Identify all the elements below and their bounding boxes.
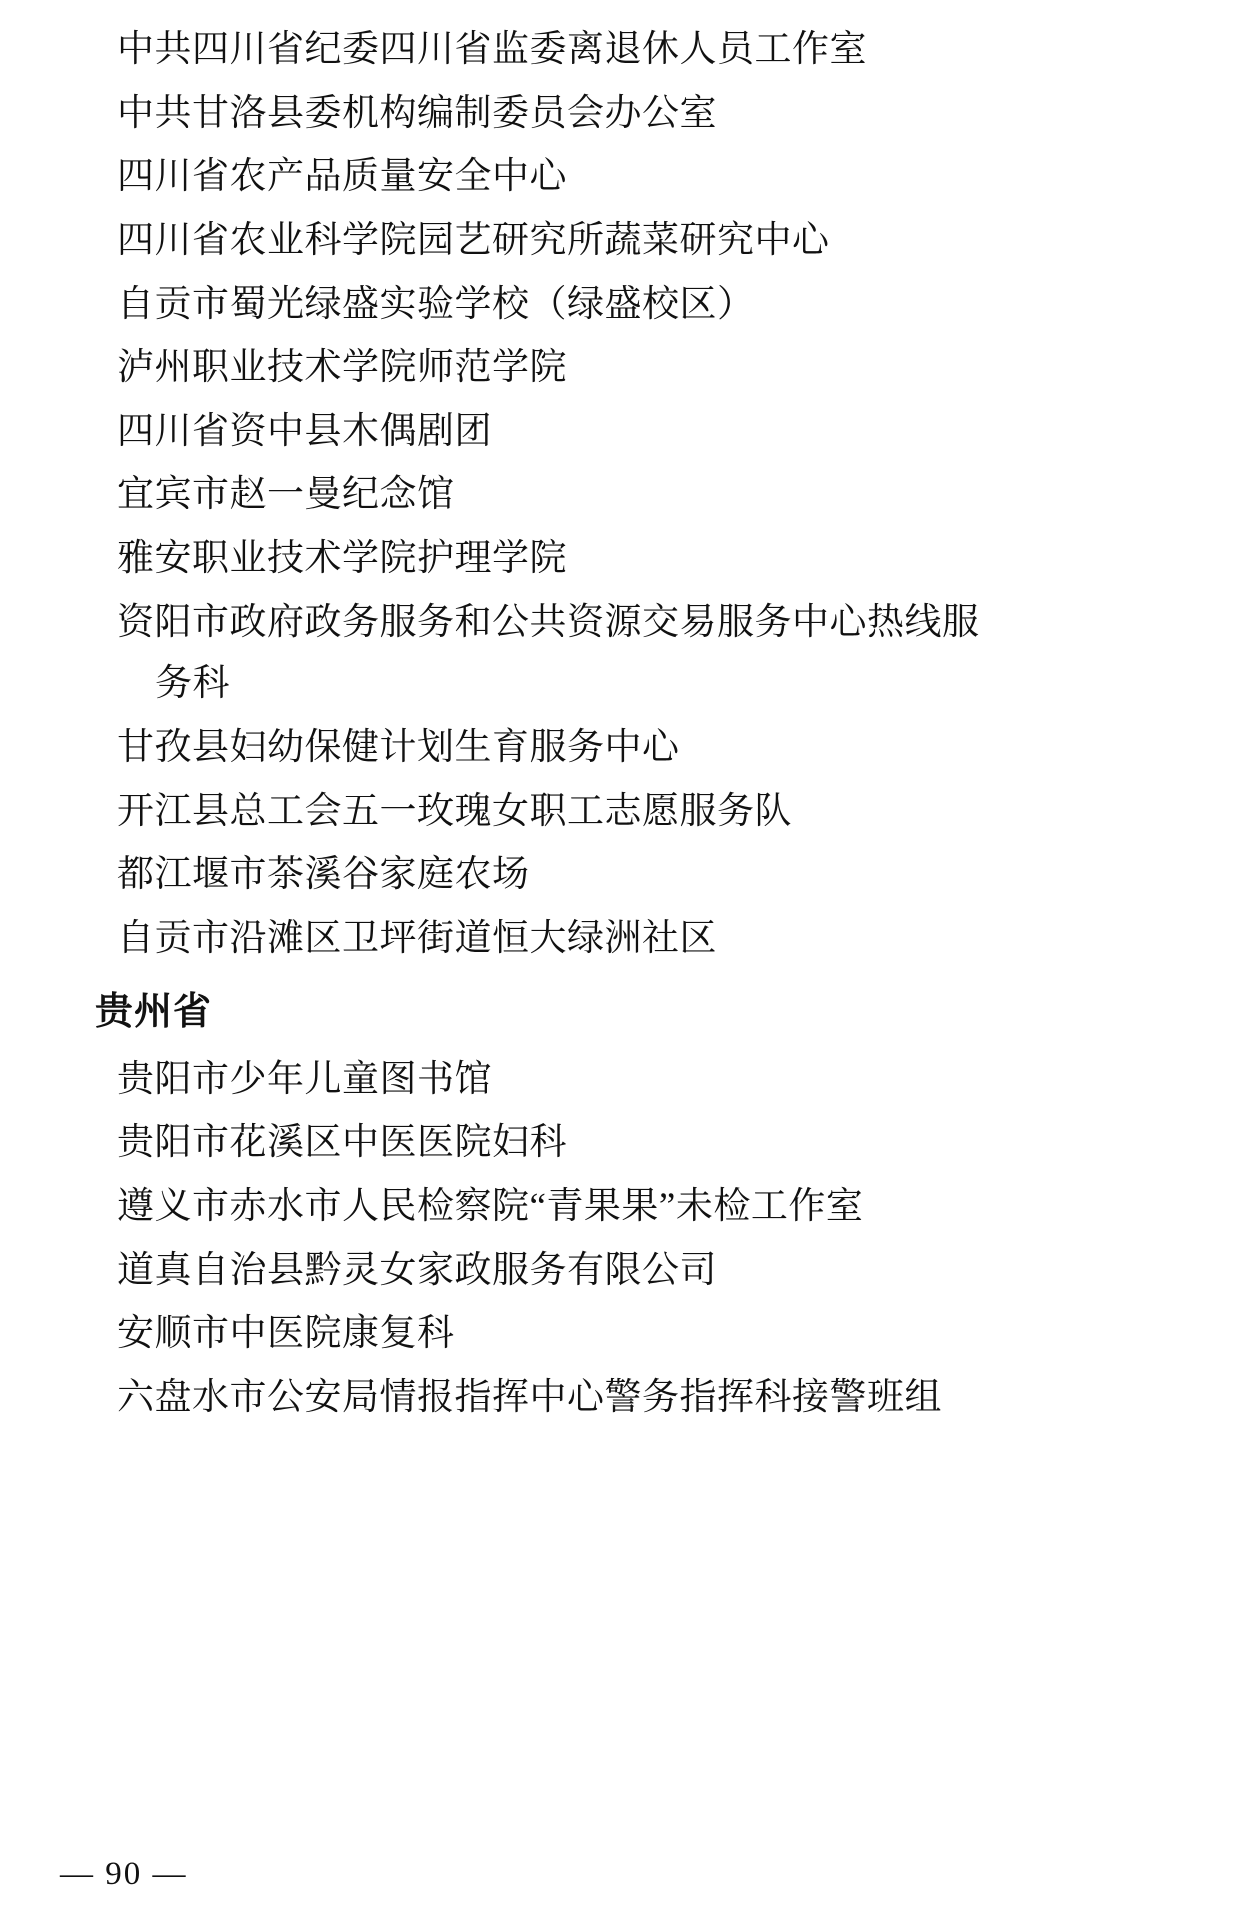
list-item: 贵阳市花溪区中医医院妇科 bbox=[117, 1122, 567, 1164]
list-item: 遵义市赤水市人民检察院“青果果”未检工作室 bbox=[117, 1185, 864, 1227]
list-block-guizhou bbox=[95, 1048, 1147, 1430]
list-item: 四川省农业科学院园艺研究所蔬菜研究中心 bbox=[117, 219, 830, 261]
list-item: 四川省资中县木偶剧团 bbox=[117, 410, 492, 452]
list-item: 甘孜县妇幼保健计划生育服务中心 bbox=[117, 726, 680, 768]
list-item: 都江堰市茶溪谷家庭农场 bbox=[117, 854, 530, 896]
list-block-sichuan-wrapped bbox=[95, 591, 1147, 716]
list-item: 六盘水市公安局情报指挥中心警务指挥科接警班组 bbox=[117, 1376, 942, 1418]
page-number: — 90 — bbox=[60, 1856, 188, 1892]
list-item: 四川省农产品质量安全中心 bbox=[117, 156, 567, 198]
section-heading-guizhou: 贵州省 bbox=[95, 991, 213, 1034]
list-block-sichuan-part2 bbox=[95, 716, 1147, 971]
list-item-line-2: 务科 bbox=[155, 663, 230, 705]
list-item: 雅安职业技术学院护理学院 bbox=[117, 538, 567, 579]
list-item-line-1: 资阳市政府政务服务和公共资源交易服务中心热线服 bbox=[117, 601, 980, 643]
list-item: 自贡市蜀光绿盛实验学校（绿盛校区） bbox=[117, 283, 755, 325]
list-item: 自贡市沿滩区卫坪街道恒大绿洲社区 bbox=[117, 917, 717, 959]
list-item: 安顺市中医院康复科 bbox=[117, 1313, 455, 1355]
list-item: 开江县总工会五一玫瑰女职工志愿服务队 bbox=[117, 790, 792, 832]
list-item: 道真自治县黔灵女家政服务有限公司 bbox=[117, 1249, 717, 1291]
list-item: 中共四川省纪委四川省监委离退休人员工作室 bbox=[117, 29, 867, 70]
list-block-sichuan-part1 bbox=[95, 18, 1147, 591]
list-item: 宜宾市赵一曼纪念馆 bbox=[117, 474, 455, 516]
list-item: 泸州职业技术学院师范学院 bbox=[117, 347, 567, 389]
list-item-wrapped bbox=[95, 591, 1147, 716]
list-item: 中共甘洛县委机构编制委员会办公室 bbox=[117, 92, 717, 134]
list-item: 贵阳市少年儿童图书馆 bbox=[117, 1058, 492, 1100]
